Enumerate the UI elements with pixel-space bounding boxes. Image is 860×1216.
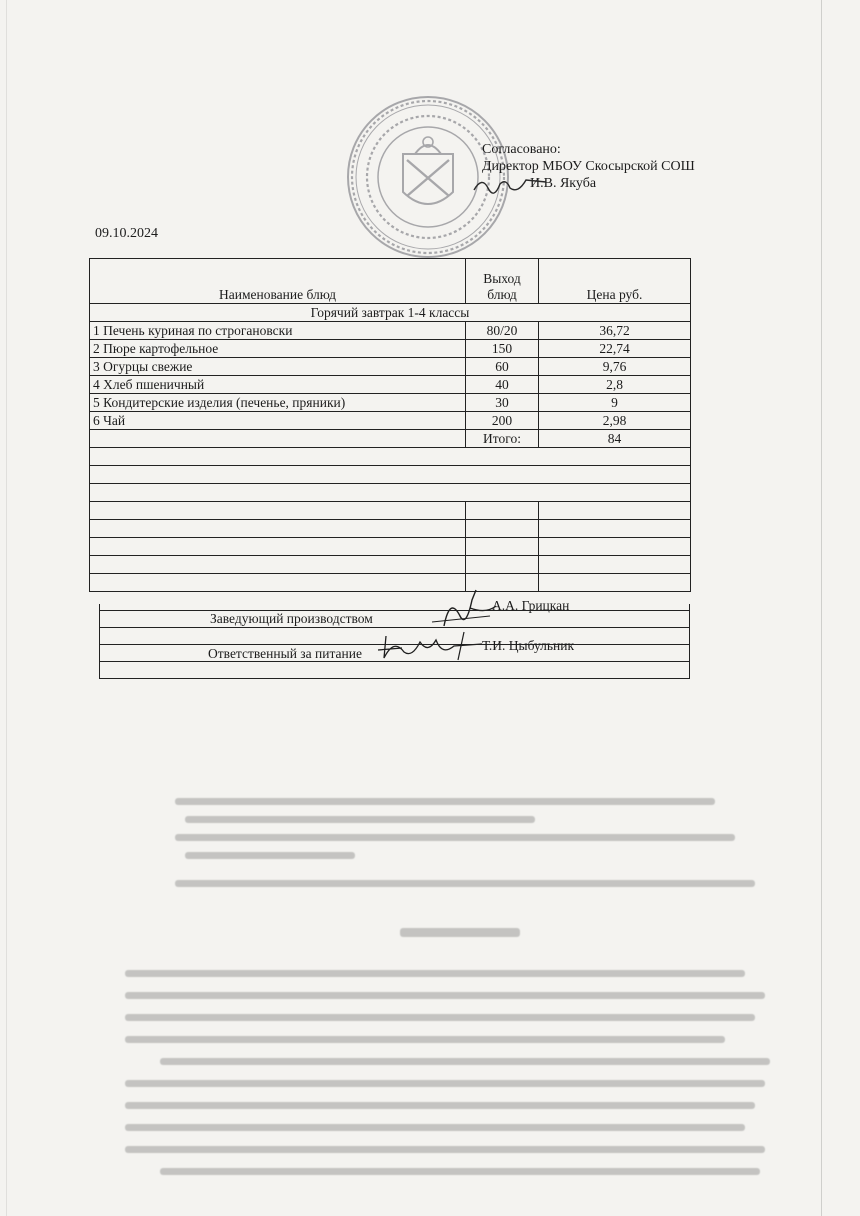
row-name: 6 Чай	[90, 412, 466, 430]
empty-cell	[90, 466, 691, 484]
production-role: Заведующий производством	[210, 611, 373, 626]
row-name: 2 Пюре картофельное	[90, 340, 466, 358]
empty-cell	[539, 502, 691, 520]
production-name: А.А. Грицкан	[492, 598, 570, 613]
sig-row-bottom	[100, 662, 690, 679]
nutrition-role: Ответственный за питание	[208, 646, 362, 661]
approval-signer: И.В. Якуба	[530, 176, 597, 191]
table-row	[90, 412, 691, 430]
empty-cell	[466, 502, 539, 520]
empty-cell	[90, 574, 466, 592]
row-price: 2,8	[539, 376, 691, 394]
empty-row	[90, 538, 691, 556]
nutrition-signature-icon	[372, 628, 492, 664]
empty-row	[90, 520, 691, 538]
header-output: Выход блюд	[466, 259, 539, 304]
row-price: 2,98	[539, 412, 691, 430]
row-name: 4 Хлеб пшеничный	[90, 376, 466, 394]
total-value: 84	[539, 430, 691, 448]
empty-cell	[539, 520, 691, 538]
table-row	[90, 322, 691, 340]
approval-title: Согласовано:	[482, 142, 561, 157]
row-name: 5 Кондитерские изделия (печенье, пряники)	[90, 394, 466, 412]
row-price: 9	[539, 394, 691, 412]
section-title: Горячий завтрак 1-4 классы	[90, 304, 691, 322]
page-edge-left	[6, 0, 7, 1216]
empty-cell	[90, 484, 691, 502]
empty-cell	[90, 538, 466, 556]
table-header-row	[90, 259, 691, 304]
empty-cell	[539, 574, 691, 592]
empty-cell	[90, 556, 466, 574]
empty-row	[90, 448, 691, 466]
empty-cell	[466, 520, 539, 538]
row-price: 9,76	[539, 358, 691, 376]
empty-row	[90, 574, 691, 592]
empty-row	[90, 556, 691, 574]
total-label: Итого:	[466, 430, 539, 448]
sig-row-production	[100, 611, 690, 628]
page-edge-right	[821, 0, 822, 1216]
row-name: 3 Огурцы свежие	[90, 358, 466, 376]
row-output: 200	[466, 412, 539, 430]
empty-cell	[90, 502, 466, 520]
table-row	[90, 340, 691, 358]
row-output: 60	[466, 358, 539, 376]
row-output: 150	[466, 340, 539, 358]
empty-row	[90, 502, 691, 520]
row-output: 40	[466, 376, 539, 394]
empty-cell	[90, 448, 691, 466]
approval-signer-line	[530, 175, 695, 192]
approval-position: Директор МБОУ Скосырской СОШ	[482, 159, 695, 174]
empty-cell	[466, 538, 539, 556]
empty-row	[90, 484, 691, 502]
row-price: 22,74	[539, 340, 691, 358]
header-name: Наименование блюд	[90, 259, 466, 304]
row-price: 36,72	[539, 322, 691, 340]
row-output: 80/20	[466, 322, 539, 340]
empty-cell	[466, 556, 539, 574]
table-row	[90, 358, 691, 376]
bleed-through-text-icon	[120, 792, 770, 1192]
director-signature-icon	[470, 170, 550, 200]
row-output: 30	[466, 394, 539, 412]
empty-cell	[539, 556, 691, 574]
nutrition-name: Т.И. Цыбульник	[482, 638, 575, 653]
empty-row	[90, 466, 691, 484]
header-price: Цена руб.	[539, 259, 691, 304]
row-name: 1 Печень куриная по строгановски	[90, 322, 466, 340]
table-row	[90, 376, 691, 394]
menu-table	[89, 258, 691, 592]
section-row	[90, 304, 691, 322]
document-date: 09.10.2024	[95, 226, 158, 241]
table-row	[90, 394, 691, 412]
total-row	[90, 430, 691, 448]
total-empty-cell	[90, 430, 466, 448]
empty-cell	[90, 520, 466, 538]
empty-cell	[539, 538, 691, 556]
